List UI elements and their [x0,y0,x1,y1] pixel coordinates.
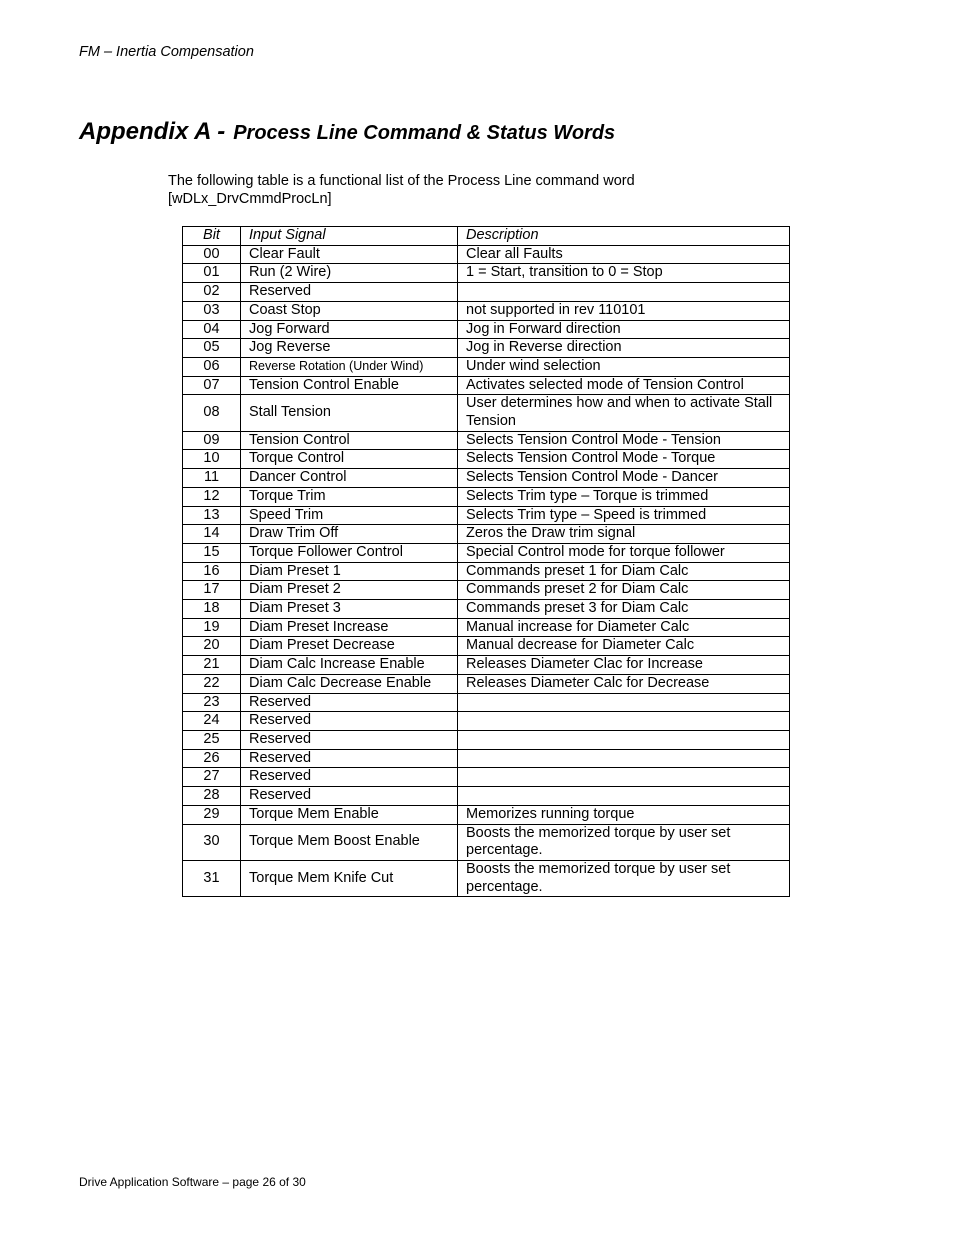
bit-cell: 22 [183,674,241,693]
description-cell [458,768,790,787]
bit-cell: 20 [183,637,241,656]
bit-cell: 00 [183,245,241,264]
description-cell: User determines how and when to activate Stall Tension [458,395,790,431]
page-footer: Drive Application Software – page 26 of 30 [79,1175,306,1189]
bit-cell: 04 [183,320,241,339]
bit-cell: 05 [183,339,241,358]
bit-cell: 18 [183,600,241,619]
bit-cell: 21 [183,656,241,675]
input-signal-cell: Diam Calc Decrease Enable [241,674,458,693]
input-signal-cell: Torque Mem Boost Enable [241,824,458,860]
input-signal-cell: Diam Preset Increase [241,618,458,637]
description-cell: Commands preset 3 for Diam Calc [458,600,790,619]
table-row [183,824,790,860]
table-row [183,768,790,787]
table-row [183,245,790,264]
input-signal-cell: Reserved [241,749,458,768]
input-signal-cell: Stall Tension [241,395,458,431]
table-row [183,656,790,675]
table-row [183,395,790,431]
description-cell [458,693,790,712]
bit-cell: 15 [183,543,241,562]
table-row [183,637,790,656]
description-cell: Jog in Forward direction [458,320,790,339]
description-cell: Selects Tension Control Mode - Tension [458,431,790,450]
input-signal-cell: Reserved [241,787,458,806]
page-header: FM – Inertia Compensation [79,44,254,60]
bit-cell: 07 [183,376,241,395]
input-signal-cell: Jog Forward [241,320,458,339]
description-cell: not supported in rev 110101 [458,301,790,320]
bit-cell: 17 [183,581,241,600]
input-signal-cell: Reserved [241,693,458,712]
description-cell [458,787,790,806]
bit-cell: 11 [183,469,241,488]
appendix-title-sub: Process Line Command & Status Words [233,122,616,144]
description-cell [458,730,790,749]
table-row [183,357,790,376]
table-row [183,600,790,619]
input-signal-cell: Reverse Rotation (Under Wind) [241,357,458,376]
table-row [183,339,790,358]
table-row [183,264,790,283]
input-signal-cell: Reserved [241,768,458,787]
table-row [183,618,790,637]
appendix-title [79,118,615,146]
input-signal-cell: Torque Mem Knife Cut [241,860,458,896]
input-signal-cell: Diam Preset 2 [241,581,458,600]
description-cell: Selects Tension Control Mode - Dancer [458,469,790,488]
table-header-row [183,227,790,246]
command-word-table [182,226,790,897]
description-cell [458,283,790,302]
input-signal-cell: Diam Preset 3 [241,600,458,619]
input-signal-cell: Reserved [241,712,458,731]
description-cell: Boosts the memorized torque by user set percentage. [458,824,790,860]
input-signal-cell: Diam Preset Decrease [241,637,458,656]
input-signal-cell: Clear Fault [241,245,458,264]
column-header-input-signal: Input Signal [241,227,458,246]
description-cell [458,749,790,768]
table-body [183,245,790,897]
table-row [183,543,790,562]
table-row [183,320,790,339]
bit-cell: 01 [183,264,241,283]
description-cell: Jog in Reverse direction [458,339,790,358]
bit-cell: 27 [183,768,241,787]
bit-cell: 03 [183,301,241,320]
table-row [183,787,790,806]
description-cell: Clear all Faults [458,245,790,264]
description-cell: Manual increase for Diameter Calc [458,618,790,637]
table-row [183,301,790,320]
input-signal-cell: Torque Mem Enable [241,805,458,824]
description-cell: 1 = Start, transition to 0 = Stop [458,264,790,283]
bit-cell: 30 [183,824,241,860]
description-cell: Releases Diameter Calc for Decrease [458,674,790,693]
bit-cell: 08 [183,395,241,431]
table-row [183,581,790,600]
bit-cell: 25 [183,730,241,749]
table-row [183,487,790,506]
bit-cell: 26 [183,749,241,768]
input-signal-cell: Tension Control Enable [241,376,458,395]
table-row [183,749,790,768]
table-row [183,693,790,712]
table-row [183,431,790,450]
bit-cell: 16 [183,562,241,581]
description-cell: Special Control mode for torque follower [458,543,790,562]
description-cell: Selects Trim type – Speed is trimmed [458,506,790,525]
bit-cell: 14 [183,525,241,544]
description-cell: Boosts the memorized torque by user set percentage. [458,860,790,896]
input-signal-cell: Reserved [241,283,458,302]
bit-cell: 12 [183,487,241,506]
bit-cell: 06 [183,357,241,376]
input-signal-cell: Dancer Control [241,469,458,488]
table-row [183,469,790,488]
table-row [183,525,790,544]
table-row [183,283,790,302]
bit-cell: 13 [183,506,241,525]
input-signal-cell: Tension Control [241,431,458,450]
bit-cell: 02 [183,283,241,302]
description-cell: Activates selected mode of Tension Control [458,376,790,395]
bit-cell: 24 [183,712,241,731]
input-signal-cell: Jog Reverse [241,339,458,358]
description-cell: Under wind selection [458,357,790,376]
appendix-title-main: Appendix A - [79,118,226,145]
input-signal-cell: Draw Trim Off [241,525,458,544]
input-signal-cell: Reserved [241,730,458,749]
table-row [183,450,790,469]
input-signal-cell: Torque Trim [241,487,458,506]
description-cell: Selects Tension Control Mode - Torque [458,450,790,469]
bit-cell: 09 [183,431,241,450]
bit-cell: 31 [183,860,241,896]
description-cell: Commands preset 2 for Diam Calc [458,581,790,600]
description-cell: Memorizes running torque [458,805,790,824]
description-cell: Commands preset 1 for Diam Calc [458,562,790,581]
description-cell: Selects Trim type – Torque is trimmed [458,487,790,506]
description-cell: Manual decrease for Diameter Calc [458,637,790,656]
input-signal-cell: Speed Trim [241,506,458,525]
table-row [183,860,790,896]
table-row [183,562,790,581]
table-row [183,506,790,525]
bit-cell: 23 [183,693,241,712]
bit-cell: 29 [183,805,241,824]
input-signal-cell: Diam Preset 1 [241,562,458,581]
column-header-bit: Bit [183,227,241,246]
intro-paragraph: The following table is a functional list of the Process Line command word [wDLx_DrvCmmdProcLn] [168,173,635,207]
bit-cell: 19 [183,618,241,637]
input-signal-cell: Diam Calc Increase Enable [241,656,458,675]
input-signal-cell: Torque Follower Control [241,543,458,562]
table-row [183,674,790,693]
bit-cell: 28 [183,787,241,806]
bit-cell: 10 [183,450,241,469]
table-row [183,730,790,749]
column-header-description: Description [458,227,790,246]
input-signal-cell: Coast Stop [241,301,458,320]
input-signal-cell: Torque Control [241,450,458,469]
table-row [183,712,790,731]
input-signal-cell: Run (2 Wire) [241,264,458,283]
description-cell: Zeros the Draw trim signal [458,525,790,544]
table-row [183,805,790,824]
description-cell [458,712,790,731]
table-row [183,376,790,395]
description-cell: Releases Diameter Clac for Increase [458,656,790,675]
